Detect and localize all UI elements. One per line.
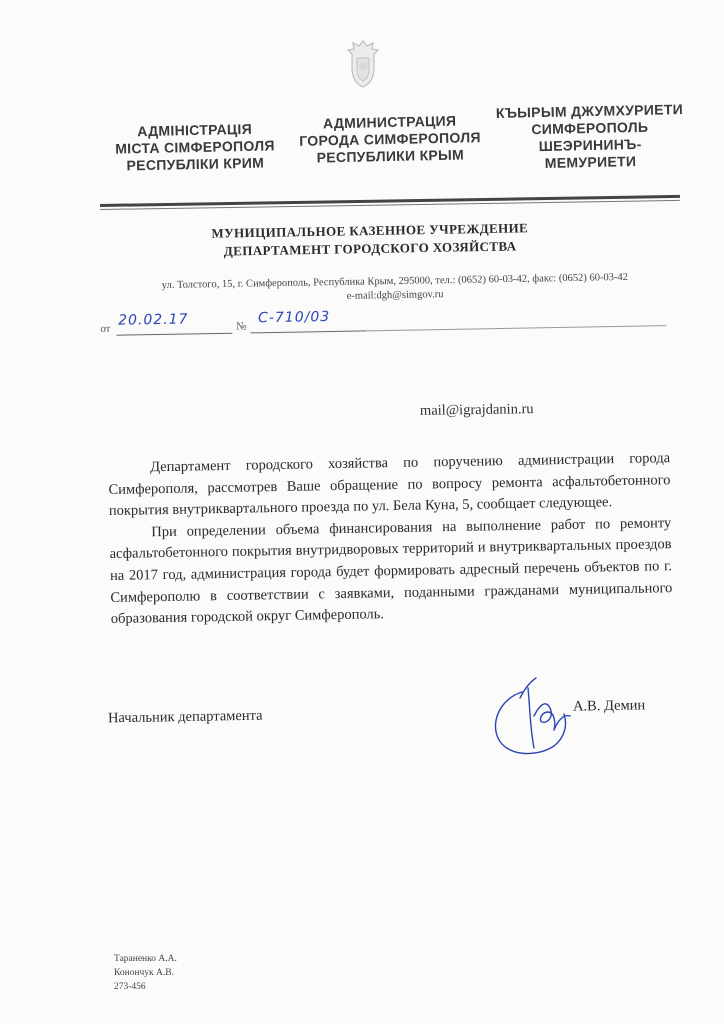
executor-phone: 273-456	[114, 982, 146, 992]
header-russian	[284, 112, 495, 167]
organization-line-2: ДЕПАРТАМЕНТ ГОРОДСКОГО ХОЗЯЙСТВА	[223, 238, 517, 259]
executor-footer	[114, 952, 177, 994]
executor-name: Тараненко А.А.	[114, 954, 177, 964]
header-ukrainian-line: РЕСПУБЛІКИ КРИМ	[126, 154, 265, 174]
header-crimean-tatar	[494, 101, 685, 173]
organization-address: ул. Толстого, 15, г. Симферополь, Республика Крым, 295000, тел.: (0652) 60-03-42, факс: (0652) 60-03-42	[161, 271, 629, 292]
header-ukrainian-line: МІСТА СІМФЕРОПОЛЯ	[115, 137, 275, 157]
header-crimean-tatar-line: ШЕЭРИНИНЪ-	[538, 135, 642, 155]
number-value: С-710/03	[257, 308, 331, 327]
organization-contacts	[95, 270, 695, 308]
body-paragraph-2: При определении объема финансирования на выполнение работ по ремонту асфальтобетонного покрытия внутридворовых территорий и внутриквартальных проездов на 2017 год, администрация города будет формировать адресный перечень объектов по г. Симферополю в соответствии с заявками, поданными гражданами муниципального образования городской округ Симферополь.	[109, 514, 673, 628]
recipient-email: mail@igrajdanin.ru	[419, 401, 534, 419]
organization-email: e-mail:dgh@simgov.ru	[346, 289, 444, 302]
date-value: 20.02.17	[117, 311, 189, 329]
header-russian-line: РЕСПУБЛИКИ КРЫМ	[316, 146, 465, 166]
registration-line	[100, 303, 700, 343]
header-crimean-tatar-line: МЕМУРИЕТИ	[544, 153, 637, 171]
signatory-title: Начальник департамента	[107, 707, 263, 727]
signatory-name: А.В. Демин	[572, 697, 646, 715]
organization-line-1: МУНИЦИПАЛЬНОЕ КАЗЕННОЕ УЧРЕЖДЕНИЕ	[211, 220, 529, 241]
header-russian-line: ГОРОДА СИМФЕРОПОЛЯ	[299, 129, 481, 149]
date-label: от	[100, 322, 111, 335]
registration-extension-line	[366, 325, 666, 331]
number-underline	[250, 330, 366, 333]
header-crimean-tatar-line: СИМФЕРОПОЛЬ	[531, 118, 649, 138]
body-paragraph-1: Департамент городского хозяйства по поручению администрации города Симферополя, рассмотрев Ваше обращение по вопросу ремонта асфальтобетонного покрытия внутриквартального проезда по ул. Бела Куна, 5, сообщает следующее.	[108, 450, 671, 520]
organization-name	[150, 218, 591, 262]
header-ukrainian	[99, 120, 290, 175]
coat-of-arms-icon	[343, 38, 383, 90]
executor-name: Конончук А.В.	[114, 968, 174, 978]
header-crimean-tatar-line: КЪЫРЫМ ДЖУМХУРИЕТИ	[495, 101, 684, 121]
header-ukrainian-line: АДМІНІСТРАЦІЯ	[137, 120, 253, 140]
date-underline	[116, 333, 232, 336]
header-russian-line: АДМИНИСТРАЦИЯ	[322, 112, 457, 132]
letter-body	[108, 448, 673, 631]
number-label: №	[236, 320, 247, 333]
handwritten-signature-icon	[484, 668, 579, 763]
